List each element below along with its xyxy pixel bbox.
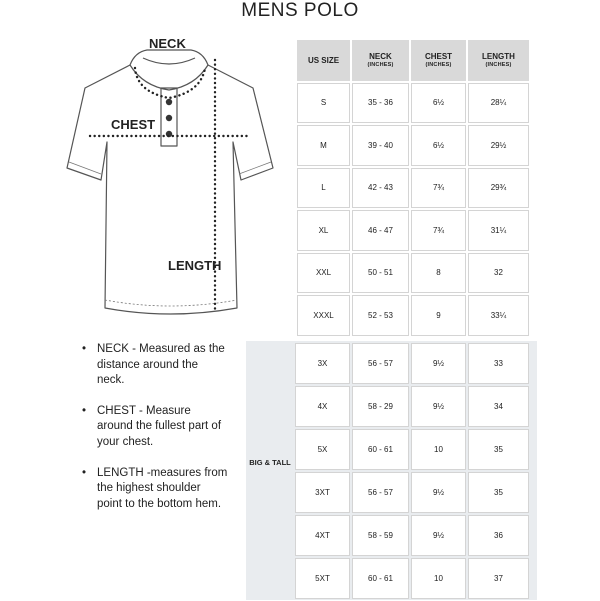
neck-cell: 60 - 61 (352, 429, 409, 470)
length-cell: 29¾ (468, 168, 529, 209)
length-cell: 31¼ (468, 210, 529, 251)
size-cell: 3X (295, 343, 350, 384)
neck-cell: 46 - 47 (352, 210, 409, 251)
page-title: MENS POLO (241, 0, 359, 21)
chest-cell: 9½ (411, 472, 466, 513)
chest-cell: 7¾ (411, 168, 466, 209)
table-row (297, 295, 529, 336)
chest-cell: 9½ (411, 386, 466, 427)
length-cell: 35 (468, 472, 529, 513)
table-row (295, 472, 529, 513)
length-cell: 33¼ (468, 295, 529, 336)
chest-cell: 6½ (411, 125, 466, 166)
size-cell: 4X (295, 386, 350, 427)
table-row (297, 83, 529, 124)
length-cell: 36 (468, 515, 529, 556)
length-cell: 32 (468, 253, 529, 294)
size-cell: XXXL (297, 295, 350, 336)
header-length: LENGTH (INCHES) (468, 40, 529, 81)
chest-label: CHEST (111, 117, 156, 132)
polo-shirt-illustration (55, 30, 295, 330)
chest-cell: 10 (411, 558, 466, 599)
length-cell: 35 (468, 429, 529, 470)
chest-cell: 7¾ (411, 210, 466, 251)
size-cell: 3XT (295, 472, 350, 513)
neck-cell: 50 - 51 (352, 253, 409, 294)
header-neck: NECK (INCHES) (352, 40, 409, 81)
polo-diagram (55, 30, 295, 330)
note-length: • LENGTH -measures from the highest shoulder point to the bottom hem. (82, 466, 228, 510)
size-cell: M (297, 125, 350, 166)
table-row (297, 125, 529, 166)
measurement-notes (78, 342, 228, 527)
size-cell: XL (297, 210, 350, 251)
length-label: LENGTH (168, 258, 222, 273)
chest-cell: 10 (411, 429, 466, 470)
table-row (297, 210, 529, 251)
size-cell: S (297, 83, 350, 124)
size-cell: 5XT (295, 558, 350, 599)
length-cell: 33 (468, 343, 529, 384)
table-row (295, 515, 529, 556)
chest-cell: 9½ (411, 515, 466, 556)
length-cell: 37 (468, 558, 529, 599)
length-cell: 29½ (468, 125, 529, 166)
table-row (295, 343, 529, 384)
note-chest: • CHEST - Measure around the fullest part of your chest. (82, 404, 222, 448)
big-tall-table (293, 341, 531, 601)
neck-cell: 42 - 43 (352, 168, 409, 209)
big-tall-label: BIG & TALL (249, 458, 291, 467)
neck-cell: 39 - 40 (352, 125, 409, 166)
neck-cell: 35 - 36 (352, 83, 409, 124)
size-cell: XXL (297, 253, 350, 294)
table-row (297, 253, 529, 294)
table-row (295, 386, 529, 427)
header-us-size: US SIZE (297, 40, 350, 81)
neck-cell: 56 - 57 (352, 472, 409, 513)
size-cell: L (297, 168, 350, 209)
chest-cell: 9 (411, 295, 466, 336)
chest-cell: 6½ (411, 83, 466, 124)
chest-cell: 8 (411, 253, 466, 294)
size-cell: 4XT (295, 515, 350, 556)
size-table-header (297, 40, 529, 81)
length-cell: 34 (468, 386, 529, 427)
chest-cell: 9½ (411, 343, 466, 384)
neck-cell: 60 - 61 (352, 558, 409, 599)
table-row (295, 429, 529, 470)
neck-cell: 52 - 53 (352, 295, 409, 336)
neck-cell: 56 - 57 (352, 343, 409, 384)
table-row (297, 168, 529, 209)
neck-cell: 58 - 59 (352, 515, 409, 556)
header-chest: CHEST (INCHES) (411, 40, 466, 81)
size-table (295, 38, 531, 338)
table-row (295, 558, 529, 599)
length-cell: 28¼ (468, 83, 529, 124)
neck-cell: 58 - 29 (352, 386, 409, 427)
size-cell: 5X (295, 429, 350, 470)
note-neck: • NECK - Measured as the distance around the neck. (82, 343, 225, 387)
neck-label: NECK (149, 36, 186, 51)
